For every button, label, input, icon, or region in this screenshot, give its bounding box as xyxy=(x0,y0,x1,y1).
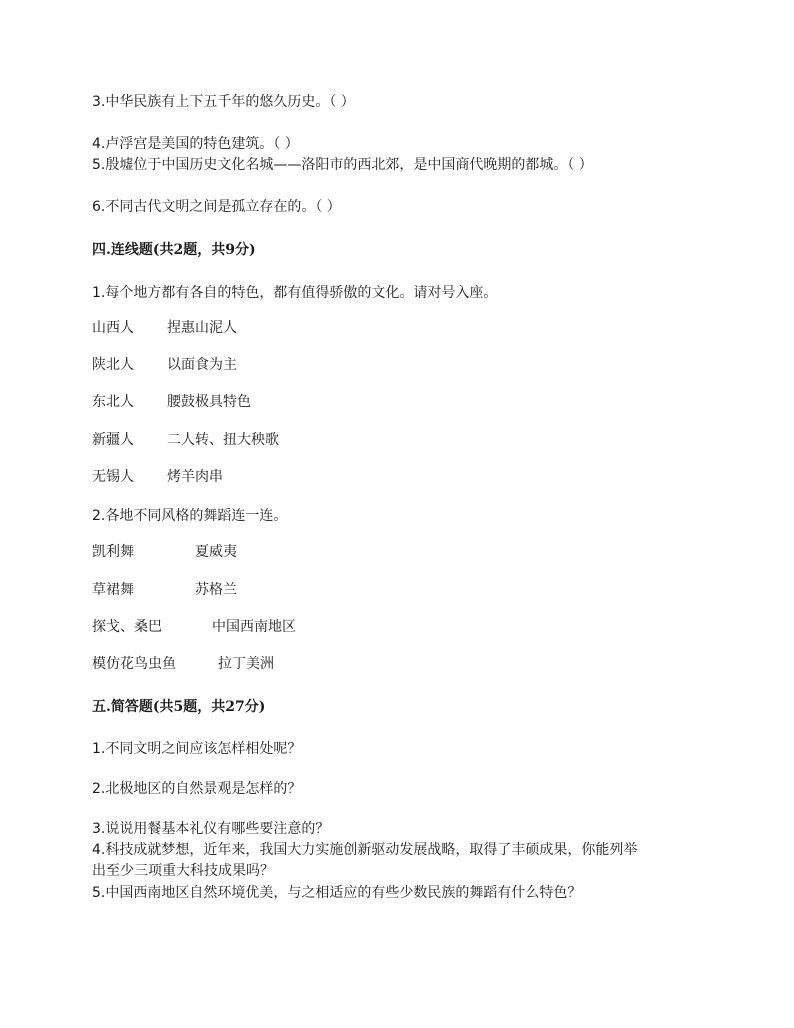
judgement-item-3: 3.中华民族有上下五千年的悠久历史。（ ） xyxy=(92,94,355,110)
matching-q1-pair xyxy=(92,355,692,375)
matching-left-item: 模仿花鸟虫鱼 xyxy=(92,656,176,672)
short-answer-item-1: 1.不同文明之间应该怎样相处呢？ xyxy=(92,741,302,757)
short-answer-item-5: 5.中国西南地区自然环境优美，与之相适应的有些少数民族的舞蹈有什么特色？ xyxy=(92,885,582,901)
matching-left-item: 新疆人 xyxy=(92,432,134,448)
section-4-heading: 四.连线题(共2题，共9分) xyxy=(92,242,256,258)
matching-q1-prompt: 1.每个地方都有各自的特色，都有值得骄傲的文化。请对号入座。 xyxy=(92,285,498,301)
matching-right-item: 苏格兰 xyxy=(195,582,237,598)
matching-right-item: 烤羊肉串 xyxy=(167,469,223,485)
matching-right-item: 二人转、扭大秧歌 xyxy=(167,432,279,448)
matching-q1-pair xyxy=(92,318,692,338)
short-answer-item-4: 4.科技成就梦想，近年来，我国大力实施创新驱动发展战略，取得了丰硕成果，你能列举 xyxy=(92,842,638,858)
matching-q2-pair xyxy=(92,617,692,637)
short-answer-item-4-cont: 出至少三项重大科技成果吗？ xyxy=(92,863,274,879)
matching-q1-pair xyxy=(92,467,692,487)
matching-left-item: 凯利舞 xyxy=(92,544,134,560)
matching-left-item: 陕北人 xyxy=(92,357,134,373)
matching-left-item: 探戈、桑巴 xyxy=(92,619,162,635)
judgement-item-6: 6.不同古代文明之间是孤立存在的。（ ） xyxy=(92,199,341,215)
section-5-heading: 五.简答题(共5题，共27分) xyxy=(92,699,266,715)
matching-left-item: 山西人 xyxy=(92,320,134,336)
matching-right-item: 以面食为主 xyxy=(167,357,237,373)
matching-left-item: 东北人 xyxy=(92,394,134,410)
matching-left-item: 无锡人 xyxy=(92,469,134,485)
matching-right-item: 夏威夷 xyxy=(195,544,237,560)
matching-left-item: 草裙舞 xyxy=(92,582,134,598)
matching-right-item: 拉丁美洲 xyxy=(218,656,274,672)
short-answer-item-2: 2.北极地区的自然景观是怎样的？ xyxy=(92,781,302,797)
judgement-item-4: 4.卢浮宫是美国的特色建筑。（ ） xyxy=(92,136,299,152)
matching-q2-pair xyxy=(92,654,692,674)
matching-q2-prompt: 2.各地不同风格的舞蹈连一连。 xyxy=(92,508,288,524)
short-answer-item-3: 3.说说用餐基本礼仪有哪些要注意的？ xyxy=(92,821,330,837)
matching-q1-pair xyxy=(92,430,692,450)
matching-right-item: 中国西南地区 xyxy=(212,619,296,635)
matching-q2-pair xyxy=(92,542,692,562)
matching-right-item: 腰鼓极具特色 xyxy=(167,394,251,410)
matching-q1-pair xyxy=(92,392,692,412)
matching-q2-pair xyxy=(92,580,692,600)
matching-right-item: 捏惠山泥人 xyxy=(167,320,237,336)
judgement-item-5: 5.殷墟位于中国历史文化名城——洛阳市的西北郊，是中国商代晚期的都城。（ ） xyxy=(92,157,593,173)
